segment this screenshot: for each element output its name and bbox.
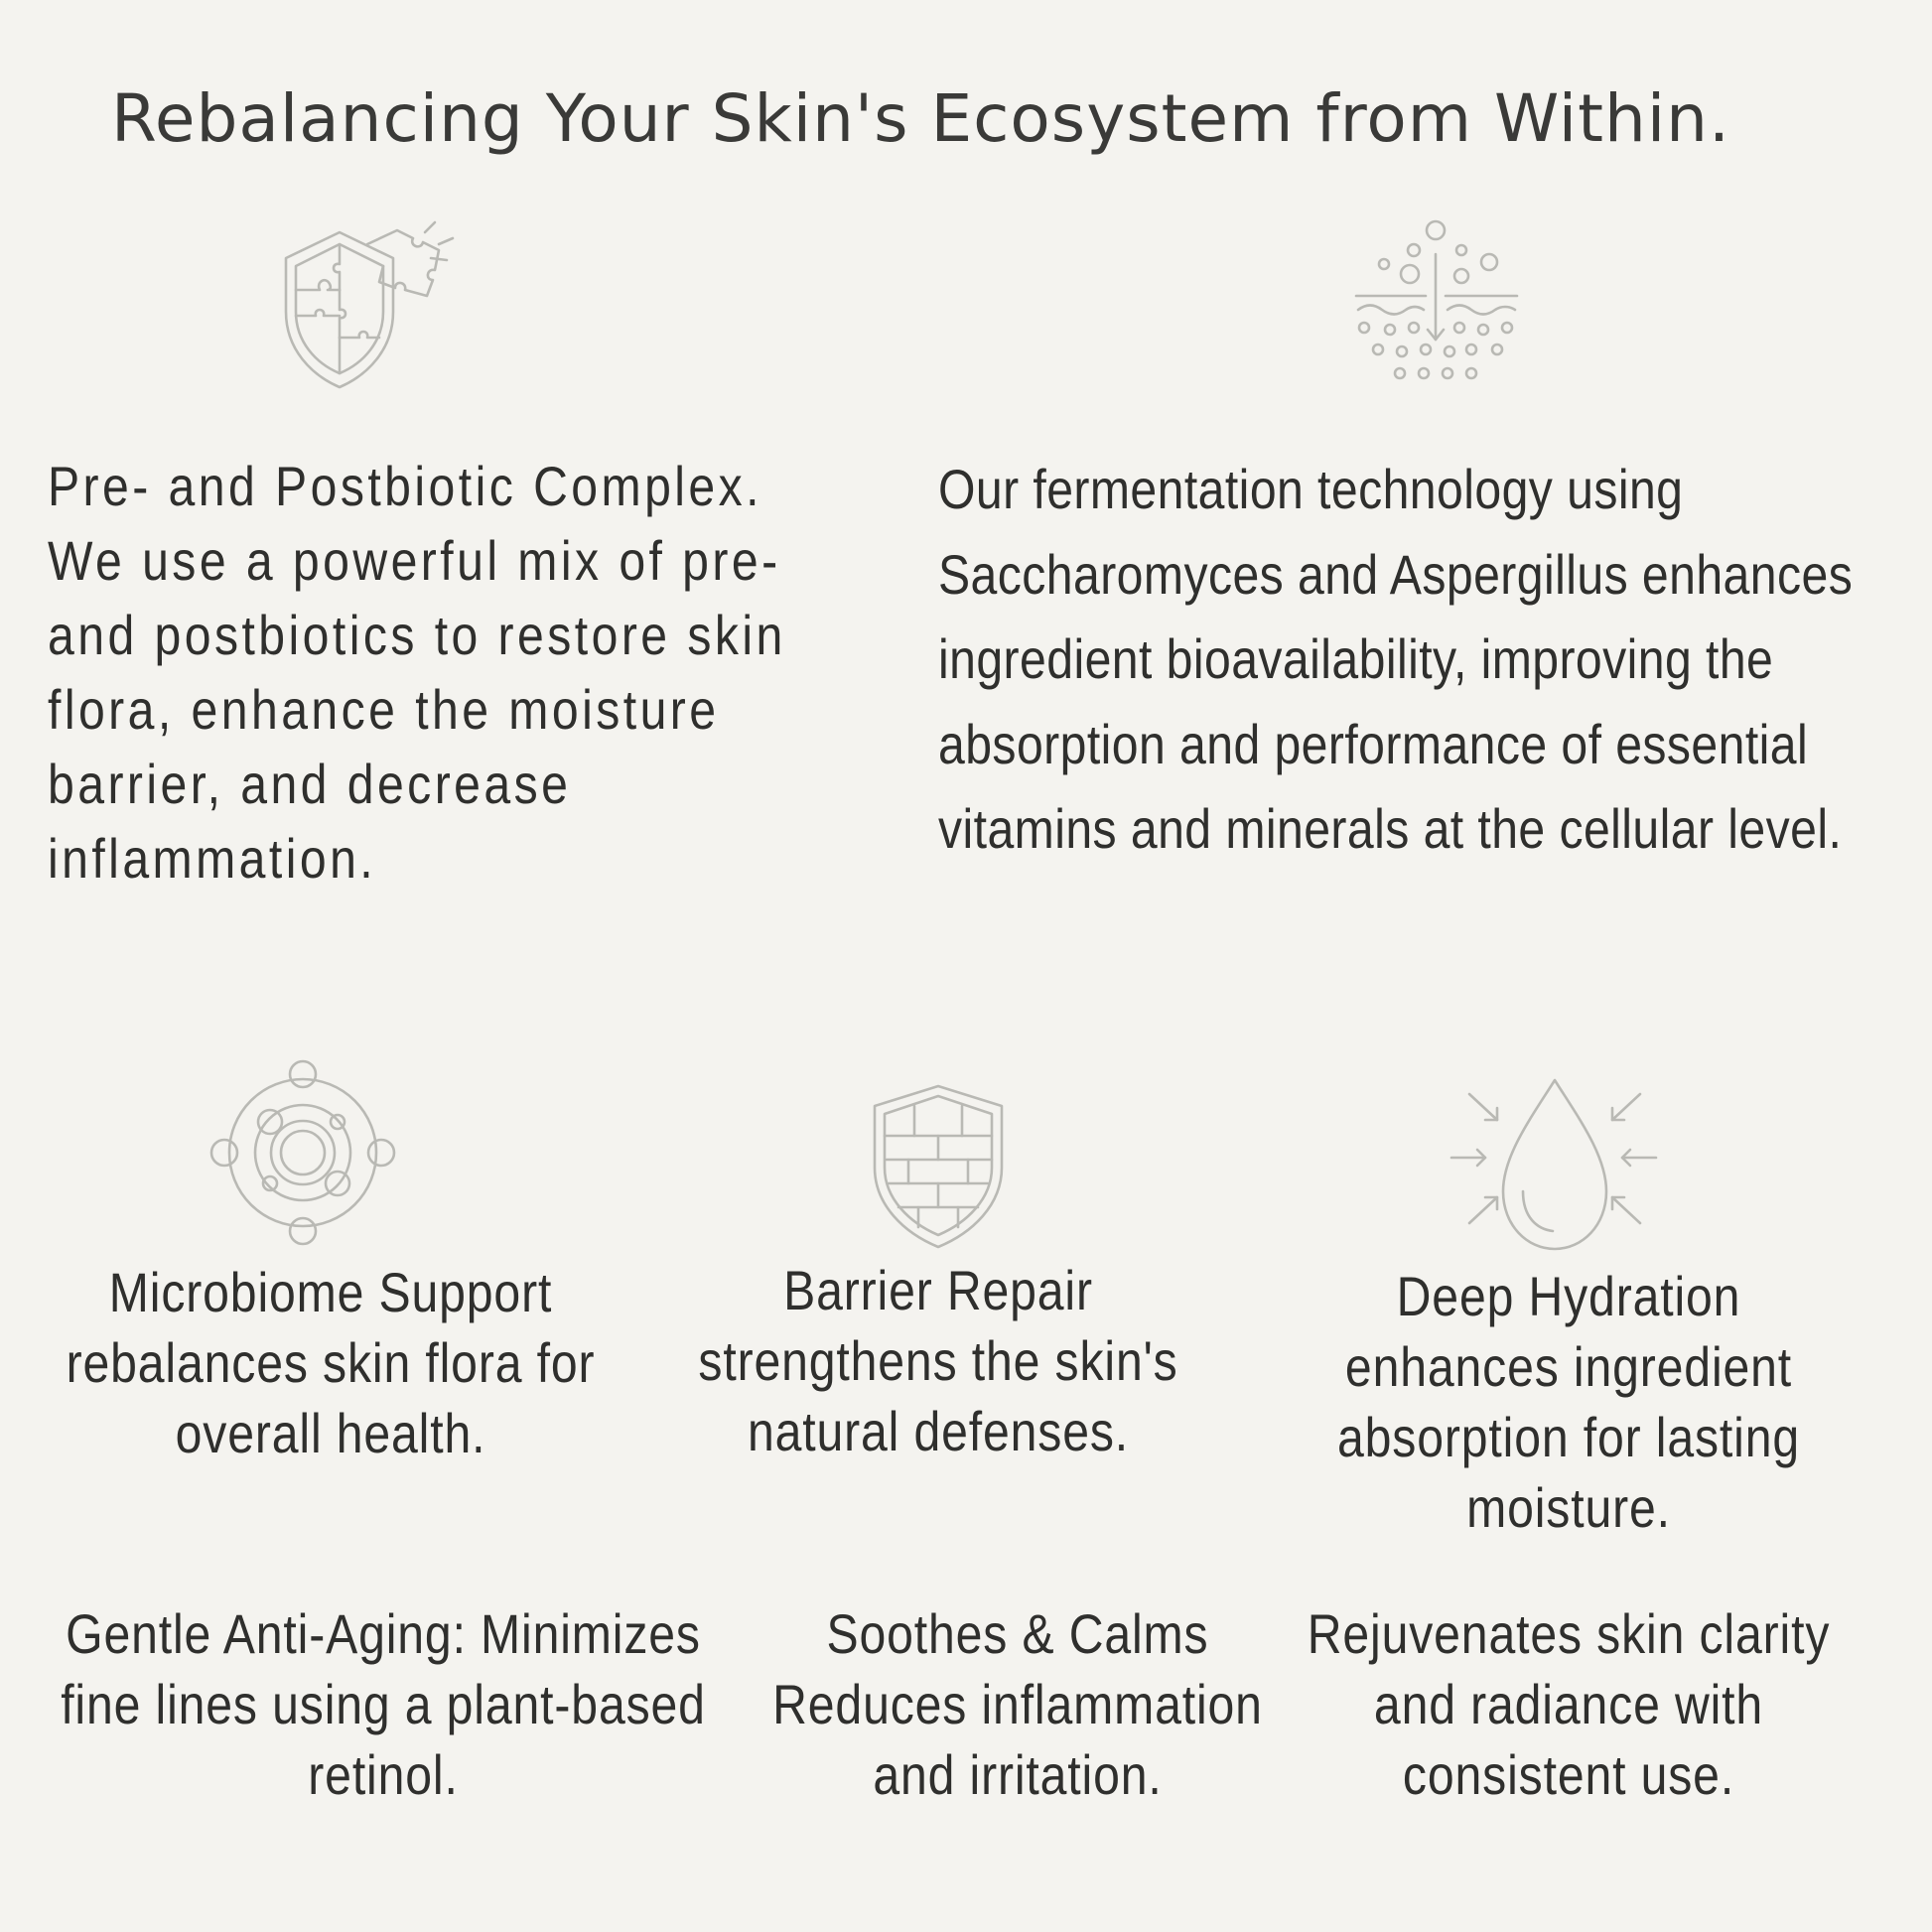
microbiome-orbit-icon <box>208 1058 397 1247</box>
brick-shield-icon <box>869 1082 1008 1251</box>
benefit-soothes-text: Soothes & Calms Reduces inflammation and irritation. <box>772 1602 1263 1806</box>
feature-barrier-text: Barrier Repair strengthens the skin's natural defenses. <box>698 1259 1178 1462</box>
feature-microbiome-text: Microbiome Support rebalances skin flora for overall health. <box>66 1261 596 1464</box>
benefit-anti-aging-text: Gentle Anti-Aging: Minimizes fine lines using a plant-based retinol. <box>61 1602 706 1806</box>
skin-absorption-icon <box>1352 218 1521 387</box>
water-drop-icon <box>1448 1074 1660 1263</box>
intro-right-text: Our fermentation technology using Saccharomyces and Aspergillus enhances ingredient bioavailability, improving the absorption and performance of essential vitamins and minerals at the cellular level. <box>938 458 1854 860</box>
feature-hydration-text: Deep Hydration enhances ingredient absorption for lasting moisture. <box>1336 1265 1800 1539</box>
benefit-rejuvenates-text: Rejuvenates skin clarity and radiance with consistent use. <box>1307 1602 1831 1806</box>
intro-left-text: Pre- and Postbiotic Complex. We use a powerful mix of pre- and postbiotics to restore skin flora, enhance the moisture barrier, and decrease inflammation. <box>48 455 786 890</box>
page-title: Rebalancing Your Skin's Ecosystem from Within. <box>111 80 1730 157</box>
puzzle-shield-icon <box>276 220 455 399</box>
